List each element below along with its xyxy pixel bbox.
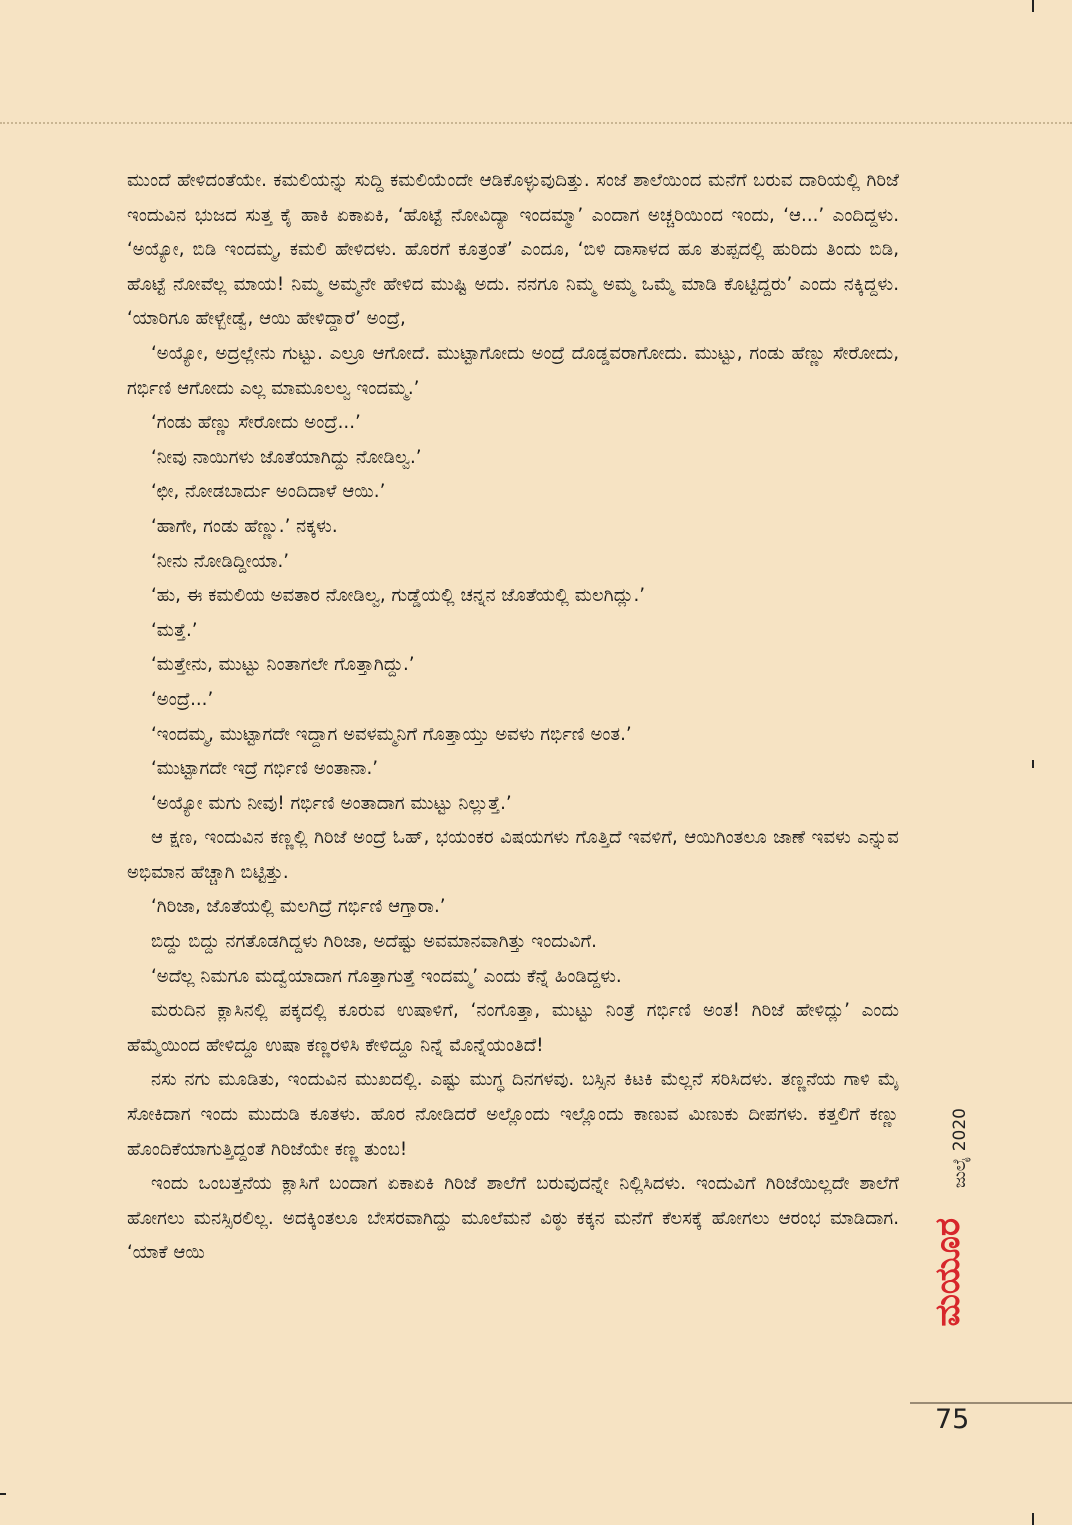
article-paragraph: ಮರುದಿನ ಕ್ಲಾಸಿನಲ್ಲಿ ಪಕ್ಕದಲ್ಲಿ ಕೂರುವ ಉಷಾಳಿಗೆ, ‘ನಂಗೊತ್ತಾ, ಮುಟ್ಟು ನಿಂತ್ರೆ ಗರ್ಭಿಣಿ ಅಂತ! ಗಿರಿಜೆ ಹೇಳಿದ್ಲು’ ಎಂದು ಹೆಮ್ಮೆಯಿಂದ ಹೇಳಿದ್ದೂ ಉಷಾ ಕಣ್ಣರಳಿಸಿ ಕೇಳಿದ್ದೂ ನಿನ್ನೆ ಮೊನ್ನೆಯಂತಿದೆ!: [127, 1000, 899, 1056]
article-paragraph: ‘ಇಂದಮ್ಮ, ಮುಟ್ಟಾಗದೇ ಇದ್ದಾಗ ಅವಳಮ್ಮನಿಗೆ ಗೊತ್ತಾಯ್ತು ಅವಳು ಗರ್ಭಿಣಿ ಅಂತ.’: [151, 723, 632, 745]
article-body: [127, 164, 899, 1271]
page-number: 75: [935, 1404, 970, 1435]
issue-date: ಜುಲೈ 2020: [950, 1108, 970, 1189]
article-paragraph: ‘ಗಿರಿಜಾ, ಜೊತೆಯಲ್ಲಿ ಮಲಗಿದ್ರೆ ಗರ್ಭಿಣಿ ಆಗ್ತಾರಾ.’: [151, 896, 446, 918]
article-paragraph: ‘ಹಾಗೇ, ಗಂಡು ಹೆಣ್ಣು.’ ನಕ್ಕಳು.: [151, 515, 338, 537]
article-paragraph: ‘ಅಂದ್ರೆ...’: [151, 688, 214, 710]
article-paragraph: ‘ಅಯ್ಯೋ, ಅದ್ರಲ್ಲೇನು ಗುಟ್ಟು. ಎಲ್ರೂ ಆಗೋದೆ. ಮುಟ್ಟಾಗೋದು ಅಂದ್ರೆ ದೊಡ್ಡವರಾಗೋದು. ಮುಟ್ಟು, ಗಂಡು ಹೆಣ್ಣು ಸೇರೋದು, ಗರ್ಭಿಣಿ ಆಗೋದು ಎಲ್ಲ ಮಾಮೂಲಲ್ವ ಇಂದಮ್ಮ.’: [127, 342, 899, 399]
article-paragraph: ‘ಗಂಡು ಹೆಣ್ಣು ಸೇರೋದು ಅಂದ್ರೆ...’: [151, 412, 361, 434]
crop-mark: [1032, 1513, 1034, 1525]
article-paragraph: ‘ನೀವು ನಾಯಿಗಳು ಜೊತೆಯಾಗಿದ್ದು ನೋಡಿಲ್ವ.’: [151, 446, 422, 468]
crop-mark: [0, 1493, 6, 1495]
dotted-divider: [0, 122, 1072, 124]
article-paragraph: ‘ಛೀ, ನೋಡಬಾರ್ದು ಅಂದಿದಾಳೆ ಆಯಿ.’: [151, 481, 386, 503]
crop-mark: [1032, 760, 1034, 768]
article-paragraph: ‘ನೀನು ನೋಡಿದ್ದೀಯಾ.’: [151, 550, 290, 572]
article-paragraph: ‘ಮತ್ತೇನು, ಮುಟ್ಟು ನಿಂತಾಗಲೇ ಗೊತ್ತಾಗಿದ್ದು.’: [151, 654, 415, 676]
article-paragraph: ‘ಅಯ್ಯೋ ಮಗು ನೀವು! ಗರ್ಭಿಣಿ ಅಂತಾದಾಗ ಮುಟ್ಟು ನಿಲ್ಲುತ್ತೆ.’: [151, 792, 512, 814]
article-paragraph: ‘ಮುಟ್ಟಾಗದೇ ಇದ್ರೆ ಗರ್ಭಿಣಿ ಅಂತಾನಾ.’: [151, 758, 379, 780]
article-paragraph: ಆ ಕ್ಷಣ, ಇಂದುವಿನ ಕಣ್ಣಲ್ಲಿ ಗಿರಿಜೆ ಅಂದ್ರೆ ಓಹ್, ಭಯಂಕರ ವಿಷಯಗಳು ಗೊತ್ತಿದೆ ಇವಳಿಗೆ, ಆಯಿಗಿಂತಲೂ ಜಾಣೆ ಇವಳು ಎನ್ನುವ ಅಭಿಮಾನ ಹೆಚ್ಚಾಗಿ ಬಿಟ್ಟಿತ್ತು.: [127, 827, 899, 883]
article-paragraph: ಇಂದು ಒಂಬತ್ತನೆಯ ಕ್ಲಾಸಿಗೆ ಬಂದಾಗ ಏಕಾಏಕಿ ಗಿರಿಜೆ ಶಾಲೆಗೆ ಬರುವುದನ್ನೇ ನಿಲ್ಲಿಸಿದಳು. ಇಂದುವಿಗೆ ಗಿರಿಜೆಯಿಲ್ಲದೇ ಶಾಲೆಗೆ ಹೋಗಲು ಮನಸ್ಸಿರಲಿಲ್ಲ. ಅದಕ್ಕಿಂತಲೂ ಬೇಸರವಾಗಿದ್ದು ಮೂಲೆಮನೆ ವಿಠ್ಠು ಕಕ್ಕನ ಮನೆಗೆ ಕೆಲಸಕ್ಕೆ ಹೋಗಲು ಆರಂಭ ಮಾಡಿದಾಗ. ‘ಯಾಕೆ ಆಯಿ: [127, 1173, 899, 1264]
article-paragraph: ನಸು ನಗು ಮೂಡಿತು, ಇಂದುವಿನ ಮುಖದಲ್ಲಿ. ಎಷ್ಟು ಮುಗ್ಧ ದಿನಗಳವು. ಬಸ್ಸಿನ ಕಿಟಕಿ ಮೆಲ್ಲನೆ ಸರಿಸಿದಳು. ತಣ್ಣನೆಯ ಗಾಳಿ ಮೈ ಸೋಕಿದಾಗ ಇಂದು ಮುದುಡಿ ಕೂತಳು. ಹೊರ ನೋಡಿದರೆ ಅಲ್ಲೊಂದು ಇಲ್ಲೊಂದು ಕಾಣುವ ಮಿಣುಕು ದೀಪಗಳು. ಕತ್ತಲಿಗೆ ಕಣ್ಣು ಹೊಂದಿಕೆಯಾಗುತ್ತಿದ್ದಂತೆ ಗಿರಿಜೆಯೇ ಕಣ್ಣ ತುಂಬ!: [127, 1069, 899, 1160]
article-paragraph: ‘ಮತ್ತೆ.’: [151, 619, 198, 641]
article-paragraph: ‘ಅದೆಲ್ಲ ನಿಮಗೂ ಮದ್ವೆಯಾದಾಗ ಗೊತ್ತಾಗುತ್ತೆ ಇಂದಮ್ಮ’ ಎಂದು ಕೆನ್ನೆ ಹಿಂಡಿದ್ದಳು.: [151, 965, 622, 987]
article-paragraph: ‘ಹು, ಈ ಕಮಲಿಯ ಅವತಾರ ನೋಡಿಲ್ವ, ಗುಡ್ಡೆಯಲ್ಲಿ ಚನ್ನನ ಜೊತೆಯಲ್ಲಿ ಮಲಗಿದ್ಲು.’: [151, 585, 646, 607]
crop-mark: [1032, 0, 1034, 12]
magazine-logo: ಮಯೂರ: [928, 1218, 968, 1327]
article-paragraph: ಮುಂದೆ ಹೇಳಿದಂತೆಯೇ. ಕಮಲಿಯನ್ನು ಸುದ್ದಿ ಕಮಲಿಯೆಂದೇ ಆಡಿಕೊಳ್ಳುವುದಿತ್ತು. ಸಂಜೆ ಶಾಲೆಯಿಂದ ಮನೆಗೆ ಬರುವ ದಾರಿಯಲ್ಲಿ ಗಿರಿಜೆ ಇಂದುವಿನ ಭುಜದ ಸುತ್ತ ಕೈ ಹಾಕಿ ಏಕಾಏಕಿ, ‘ಹೊಟ್ಟೆ ನೋವಿದ್ಯಾ ಇಂದಮ್ಮಾ’ ಎಂದಾಗ ಅಚ್ಚರಿಯಿಂದ ಇಂದು, ‘ಆ...’ ಎಂದಿದ್ದಳು. ‘ಅಯ್ಯೋ, ಬಿಡಿ ಇಂದಮ್ಮ, ಕಮಲಿ ಹೇಳಿದಳು. ಹೊರಗೆ ಕೂತ್ರಂತೆ’ ಎಂದೂ, ‘ಬಿಳಿ ದಾಸಾಳದ ಹೂ ತುಪ್ಪದಲ್ಲಿ ಹುರಿದು ತಿಂದು ಬಿಡಿ, ಹೊಟ್ಟೆ ನೋವೆಲ್ಲ ಮಾಯ! ನಿಮ್ಮ ಅಮ್ಮನೇ ಹೇಳಿದ ಮುಷ್ಟಿ ಅದು. ನನಗೂ ನಿಮ್ಮ ಅಮ್ಮ ಒಮ್ಮೆ ಮಾಡಿ ಕೊಟ್ಟಿದ್ದರು’ ಎಂದು ನಕ್ಕಿದ್ದಳು. ‘ಯಾರಿಗೂ ಹೇಳ್ಬೇಡ್ವೆ, ಆಯಿ ಹೇಳಿದ್ದಾರೆ’ ಅಂದ್ರೆ,: [127, 170, 900, 330]
magazine-sidebar: [928, 1108, 968, 1408]
article-paragraph: ಬಿದ್ದು ಬಿದ್ದು ನಗತೊಡಗಿದ್ದಳು ಗಿರಿಜಾ, ಅದೆಷ್ಟು ಅವಮಾನವಾಗಿತ್ತು ಇಂದುವಿಗೆ.: [151, 931, 597, 953]
